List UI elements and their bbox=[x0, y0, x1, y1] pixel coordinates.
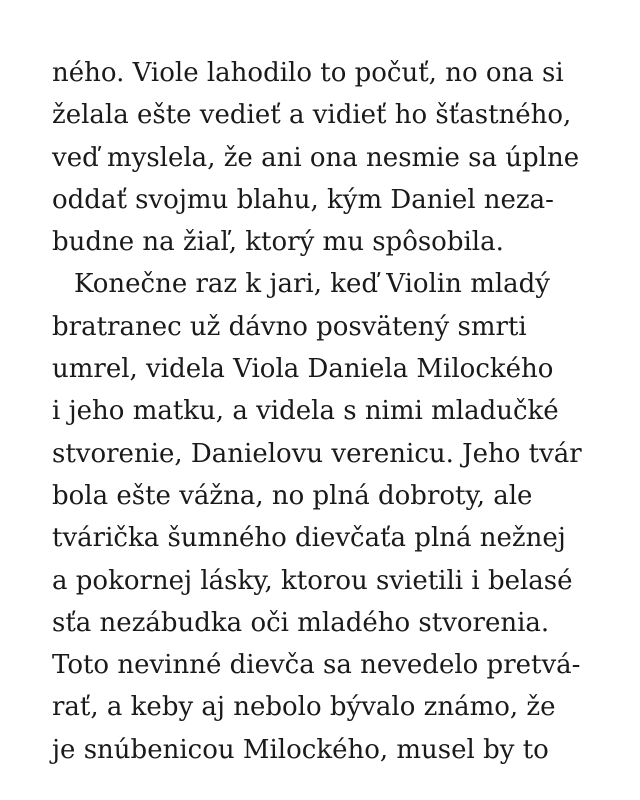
paragraph-start-line: Konečne raz k jari, keď Violin mladý bbox=[74, 269, 550, 300]
text-line: budne na žiaľ, ktorý mu spôsobila. bbox=[52, 227, 504, 258]
text-line: rať, a keby aj nebolo bývalo známo, že bbox=[52, 692, 556, 723]
text-line: i jeho matku, a videla s nimi mladučké bbox=[52, 396, 559, 427]
text-line: oddať svojmu blahu, kým Daniel neza- bbox=[52, 184, 554, 215]
text-line: bola ešte vážna, no plná dobroty, ale bbox=[52, 480, 533, 511]
text-line: stvorenie, Danielovu verenicu. Jeho tvár bbox=[52, 438, 582, 469]
text-line: Toto nevinné dievča sa nevedelo pretvá- bbox=[52, 650, 581, 681]
text-line: je snúbenicou Milockého, musel by to bbox=[52, 734, 549, 765]
text-line: a pokornej lásky, ktorou svietili i belasé bbox=[52, 565, 573, 596]
text-line: tvárička šumného dievčaťa plná nežnej bbox=[52, 523, 566, 554]
text-line: umrel, videla Viola Daniela Milockého bbox=[52, 354, 554, 385]
text-line: sťa nezábudka oči mladého stvorenia. bbox=[52, 607, 550, 638]
page-text bbox=[52, 52, 612, 771]
text-line: bratranec už dávno posvätený smrti bbox=[52, 311, 527, 342]
text-line: želala ešte vedieť a vidieť ho šťastného, bbox=[52, 100, 572, 131]
text-line: veď myslela, že ani ona nesmie sa úplne bbox=[52, 142, 580, 173]
text-line: ného. Viole lahodilo to počuť, no ona si bbox=[52, 58, 564, 88]
